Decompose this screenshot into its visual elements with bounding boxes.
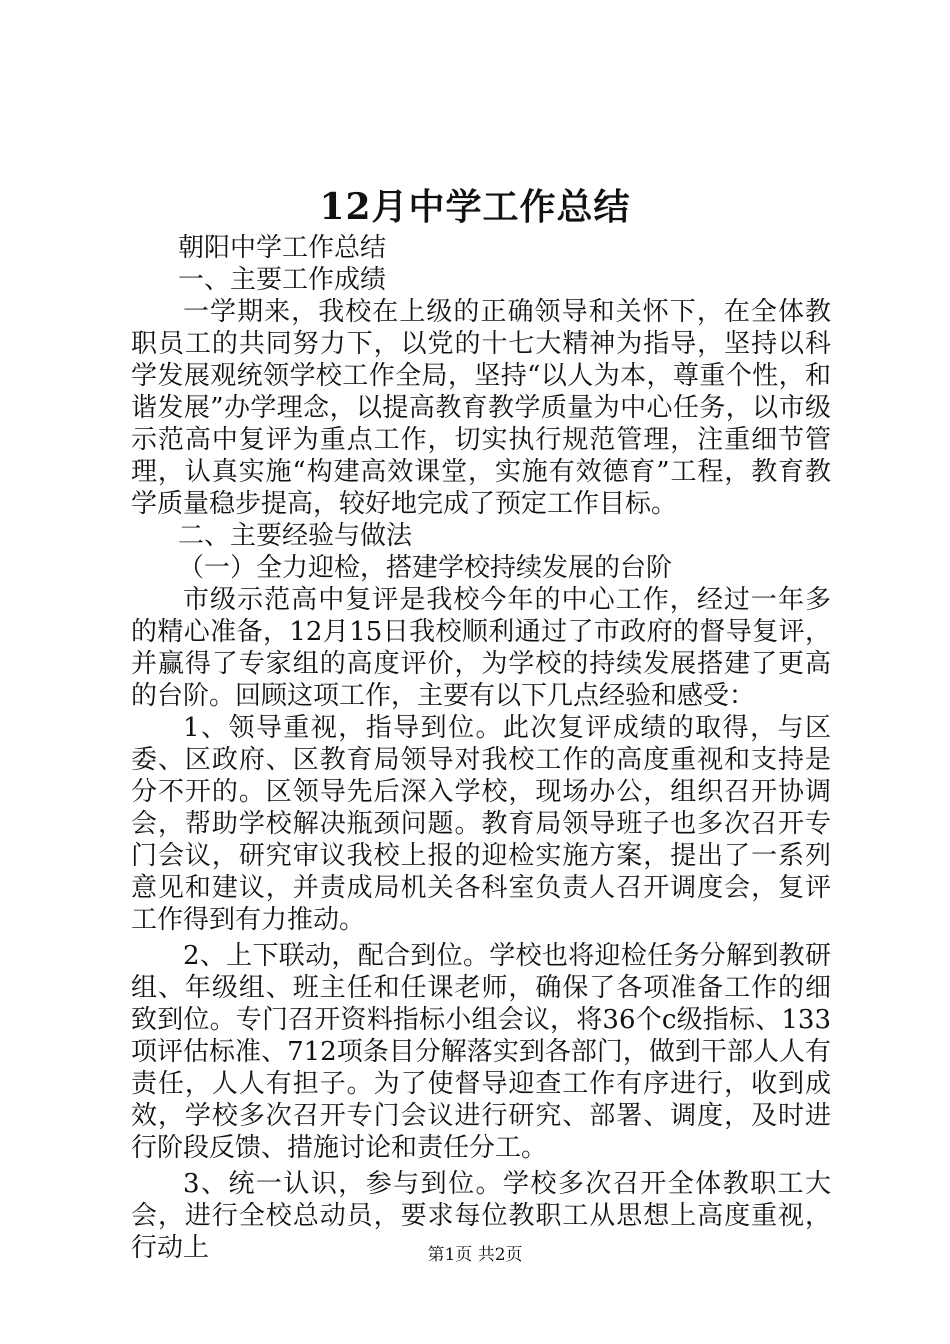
paragraph-achievements: 一学期来，我校在上级的正确领导和关怀下，在全体教职员工的共同努力下，以党的十七大精神为指导，坚持以科学发展观统领学校工作全局，坚持“以人为本，尊重个性，和谐发展”办学理念，以提高教育教学质量为中心任务，以市级示范高中复评为重点工作，切实执行规范管理，注重细节管理，认真实施“构建高效课堂，实施有效德育”工程，教育教学质量稳步提高，较好地完成了预定工作目标。 (131, 297, 831, 519)
page-footer: 第1页 共2页 (427, 1245, 523, 1265)
subtitle-school-summary: 朝阳中学工作总结 (178, 233, 387, 263)
subheading-inspection: （一）全力迎检，搭建学校持续发展的台阶 (178, 553, 673, 583)
paragraph-point-3: 3、统一认识，参与到位。学校多次召开全体教职工大会，进行全校总动员，要求每位教职工从思想上高度重视，行动上 (131, 1169, 831, 1263)
heading-main-achievements: 一、主要工作成绩 (178, 265, 387, 295)
paragraph-inspection: 市级示范高中复评是我校今年的中心工作，经过一年多的精心准备，12月15日我校顺利通过了市政府的督导复评，并赢得了专家组的高度评价，为学校的持续发展搭建了更高的台阶。回顾这项工作，主要有以下几点经验和感受： (131, 585, 831, 711)
document-body (131, 232, 831, 1264)
heading-experience-methods: 二、主要经验与做法 (178, 521, 413, 551)
document-title: 12月中学工作总结 (319, 186, 631, 228)
paragraph-point-1: 1、领导重视，指导到位。此次复评成绩的取得，与区委、区政府、区教育局领导对我校工作的高度重视和支持是分不开的。区领导先后深入学校，现场办公，组织召开协调会，帮助学校解决瓶颈问题。教育局领导班子也多次召开专门会议，研究审议我校上报的迎检实施方案，提出了一系列意见和建议，并责成局机关各科室负责人召开调度会，复评工作得到有力推动。 (131, 713, 831, 935)
paragraph-point-2: 2、上下联动，配合到位。学校也将迎检任务分解到教研组、年级组、班主任和任课老师，确保了各项准备工作的细致到位。专门召开资料指标小组会议，将36个c级指标、133项评估标准、712项条目分解落实到各部门，做到干部人人有责任，人人有担子。为了使督导迎查工作有序进行，收到成效，学校多次召开专门会议进行研究、部署、调度，及时进行阶段反馈、措施讨论和责任分工。 (131, 941, 831, 1163)
